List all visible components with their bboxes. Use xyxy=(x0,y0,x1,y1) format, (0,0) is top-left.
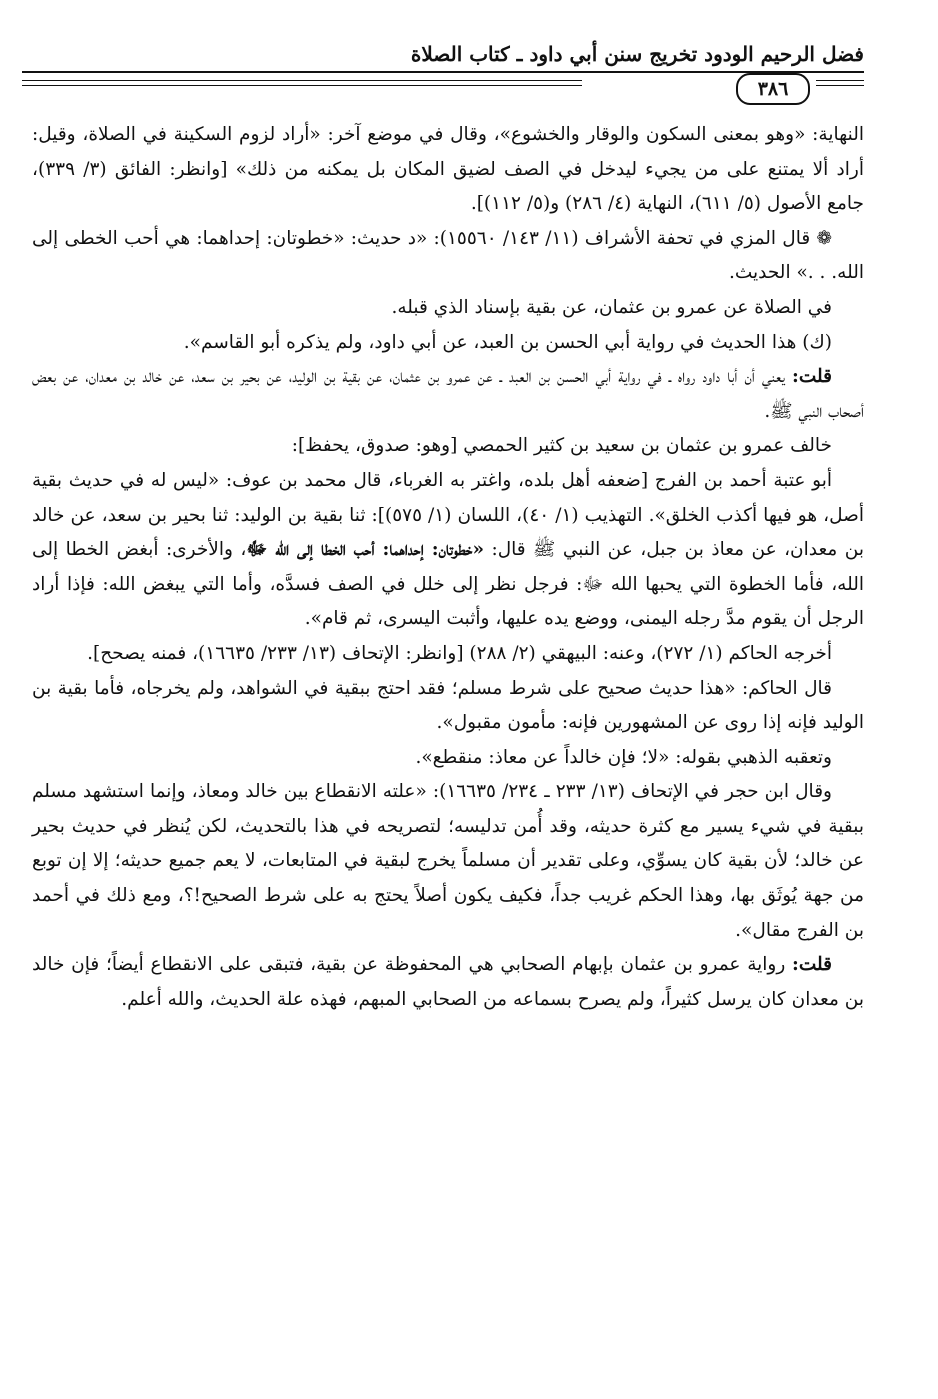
paragraph-2: ❁ قال المزي في تحفة الأشراف (١١/ ١٤٣/ ١٥٥٦٠): «د حديث: «خطوتان: إحداهما: هي أحب الخطى إلى الله. . .» الحديث. xyxy=(32,227,864,284)
ornament-rule-left xyxy=(22,80,582,81)
page-body xyxy=(32,118,864,1017)
ornament-rule-right-2 xyxy=(816,85,864,86)
paragraph-7-c: ، والأخرى: أبغض الخطا إلى الله، فأما الخطوة التي يحبها الله ﷻ: فرجل نظر إلى خلل في الصف فسدَّه، وأما التي يبغض الله: فإذا أراد الرجل أن يقوم مدَّ رجله اليمنى، ووضع يده عليها، وأثبت اليسرى، ثم قام». xyxy=(32,539,864,630)
paragraph-12-lead: قلت: xyxy=(792,954,832,976)
page-number-bar xyxy=(22,71,864,111)
paragraph-9: قال الحاكم: «هذا حديث صحيح على شرط مسلم؛ فقد احتج ببقية في الشواهد، ولم يخرجاه، فأما بقية بن الوليد فإنه إذا روى عن المشهورين فإنه: مأمون مقبول». xyxy=(32,677,864,734)
paragraph-12 xyxy=(32,948,864,1017)
paragraph-5-text: يعني أن أبا داود رواه ـ في رواية أبي الحسن بن العبد ـ عن عمرو بن عثمان، عن بقية بن الوليد، عن بحير بن سعد، عن خالد بن معدان، عن بعض أصحاب النبي ﷺ. xyxy=(32,366,864,422)
paragraph-11: وقال ابن حجر في الإتحاف (١٣/ ٢٣٣ ـ ٢٣٤/ ١٦٦٣٥): «علته الانقطاع بين خالد ومعاذ، وإنما استشهد مسلم ببقية في شيء يسير مع كثرة حديثه، وقد أُمن تدليسه؛ لتصريحه في هذا بالتحديث، لكن يُنظر في حديث بحير عن خالد؛ لأن بقية كان يسوِّي، وعلى تقدير أن مسلماً يخرج لبقية في المتابعات، لا يعم جميع حديثه؛ إلا إن توبع من جهة يُوثَق بها، وهذا الحكم غريب جداً، فكيف يكون أصلاً يحتج به على شرط الصحيح!؟، ومع ذلك في أحمد بن الفرج مقال». xyxy=(32,781,864,941)
paragraph-4: (ك) هذا الحديث في رواية أبي الحسن بن العبد، عن أبي داود، ولم يذكره أبو القاسم». xyxy=(183,331,832,353)
ornament-rule-right xyxy=(816,80,864,81)
paragraph-7-a: أبو عتبة أحمد بن الفرج [ضعفه أهل بلده، واغتر به الغرباء، قال محمد بن عوف: «ليس له في حديث بقية أصل، هو فيها أكذب الخلق». التهذيب (١/ ٤٠)، اللسان (١/ ٥٧٥)]: ثنا بقية بن الوليد: ثنا بحير بن سعد، عن خالد بن معدان، عن معاذ بن جبل، عن النبي ﷺ قال: xyxy=(32,469,864,561)
paragraph-7 xyxy=(32,464,864,637)
paragraph-3: في الصلاة عن عمرو بن عثمان، عن بقية بإسناد الذي قبله. xyxy=(391,296,832,318)
page-number: ٣٨٦ xyxy=(736,73,810,105)
paragraph-8: أخرجه الحاكم (١/ ٢٧٢)، وعنه: البيهقي (٢/ ٢٨٨) [وانظر: الإتحاف (١٣/ ٢٣٣/ ١٦٦٣٥)، فمنه يصحح]. xyxy=(87,642,832,664)
running-title: فضل الرحيم الودود تخريج سنن أبي داود ـ كتاب الصلاة xyxy=(410,42,864,66)
hadith-text-bold: «خطوتان: إحداهما: أحب الخطا إلى الله ﷻ xyxy=(246,539,485,561)
ornament-rule-left-2 xyxy=(22,85,582,86)
paragraph-6: خالف عمرو بن عثمان بن سعيد بن كثير الحمصي [وهو: صدوق، يحفظ]: xyxy=(291,435,832,457)
paragraph-12-text: رواية عمرو بن عثمان بإبهام الصحابي هي المحفوظة عن بقية، فتبقى على الانقطاع أيضاً؛ فإن خالد بن معدان كان يرسل كثيراً، ولم يصرح بسماعه من الصحابي المبهم، فهذه علة الحديث، والله أعلم. xyxy=(32,954,864,1010)
paragraph-1: النهاية: «وهو بمعنى السكون والوقار والخشوع»، وقال في موضع آخر: «أراد لزوم السكينة في الصلاة، وقيل: أراد ألا يمتنع على من يجيء ليدخل في الصف لضيق المكان بل يمكنه من ذلك» [وانظر: الفائق (٣/ ٣٣٩)، جامع الأصول (٥/ ٦١١)، النهاية (٤/ ٢٨٦) و(٥/ ١١٢)]. xyxy=(32,124,864,215)
paragraph-5-lead: قلت: xyxy=(792,366,832,388)
paragraph-5 xyxy=(32,360,864,429)
paragraph-10: وتعقبه الذهبي بقوله: «لا؛ فإن خالداً عن معاذ: منقطع». xyxy=(415,746,832,768)
